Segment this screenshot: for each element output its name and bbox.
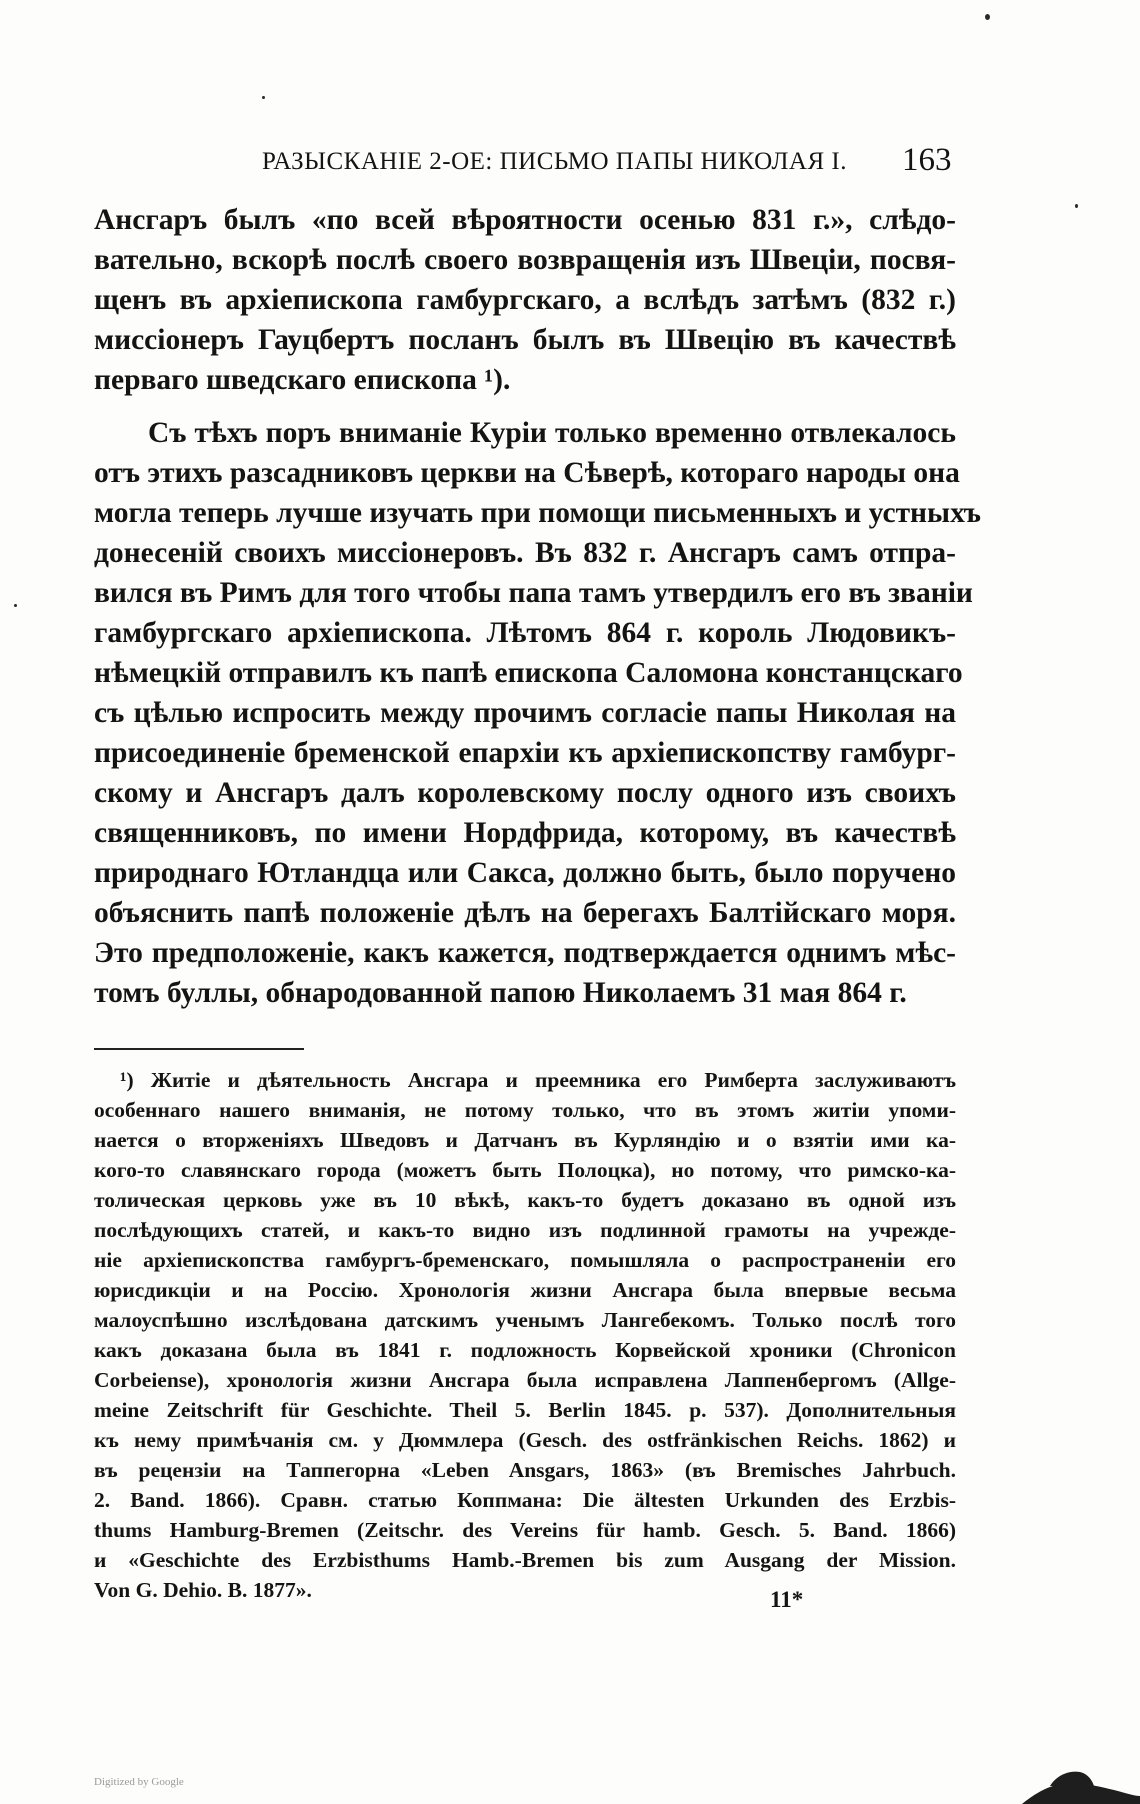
footnote-line: 2. Band. 1866). Сравн. статью Коппмана: Die ältesten Urkunden des Erzbis- (94, 1488, 956, 1512)
ink-blot (1022, 1756, 1140, 1804)
body-line: Съ тѣхъ поръ вниманіе Куріи только временно отвлекалось (148, 417, 956, 449)
footnote-line: въ рецензіи на Таппегорна «Leben Ansgars, 1863» (въ Bremisches Jahrbuch. (94, 1458, 956, 1482)
scan-speck (985, 14, 990, 20)
footnote-line: какъ доказана была въ 1841 г. подложность Корвейской хроники (Chronicon (94, 1338, 956, 1362)
body-line: объяснить папѣ положеніе дѣлъ на берегахъ Балтійскаго моря. (94, 897, 956, 929)
body-line: вательно, вскорѣ послѣ своего возвращенія изъ Швеціи, посвя- (94, 244, 956, 276)
footnote-rule (94, 1048, 304, 1050)
signature-mark: 11* (770, 1587, 804, 1612)
body-line: миссіонеръ Гауцбертъ посланъ былъ въ Швецію въ качествѣ (94, 324, 956, 356)
body-line: щенъ въ архіепископа гамбургскаго, а вслѣдъ затѣмъ (832 г.) (94, 284, 956, 316)
scan-speck (262, 96, 265, 99)
body-line: вился въ Римъ для того чтобы папа тамъ утвердилъ его въ званіи (94, 577, 973, 609)
scan-footer: Digitized by Google (94, 1776, 184, 1788)
body-line: могла теперь лучше изучать при помощи письменныхъ и устныхъ (94, 497, 981, 529)
footnote-line: meine Zeitschrift für Geschichte. Theil 5. Berlin 1845. p. 537). Дополнительныя (94, 1398, 956, 1422)
scan-speck (14, 604, 17, 607)
footnote-line: послѣдующихъ статей, и какъ-то видно изъ подлинной грамоты на учрежде- (94, 1218, 956, 1242)
body-line: природнаго Ютландца или Сакса, должно быть, было поручено (94, 857, 956, 889)
running-title: РАЗЫСКАНІЕ 2-ОЕ: ПИСЬМО ПАПЫ НИКОЛАЯ I. (262, 148, 847, 175)
footnote-line: ¹) Житіе и дѣятельность Ансгара и преемника его Римберта заслуживаютъ (120, 1068, 956, 1092)
footnote-line: особеннаго нашего вниманія, не потому только, что въ этомъ житіи упоми- (94, 1098, 956, 1122)
footnote-line: Von G. Dehio. B. 1877». (94, 1578, 312, 1602)
scan-speck (1075, 204, 1078, 208)
body-line: перваго шведскаго епископа ¹). (94, 364, 511, 396)
body-line: томъ буллы, обнародованной папою Николаемъ 31 мая 864 г. (94, 977, 907, 1009)
body-line: нѣмецкій отправилъ къ папѣ епископа Саломона констанцскаго (94, 657, 963, 689)
footnote-line: кого-то славянскаго города (можетъ быть Полоцка), но потому, что римско-ка- (94, 1158, 956, 1182)
footnote-line: и «Geschichte des Erzbisthums Hamb.-Bremen bis zum Ausgang der Mission. (94, 1548, 956, 1572)
footnote-line: малоуспѣшно изслѣдована датскимъ ученымъ Лангебекомъ. Только послѣ того (94, 1308, 956, 1332)
body-line: отъ этихъ разсадниковъ церкви на Сѣверѣ, котораго народы она (94, 457, 960, 489)
page-number: 163 (902, 142, 952, 178)
body-line: донесеній своихъ миссіонеровъ. Въ 832 г. Ансгаръ самъ отпра- (94, 537, 956, 569)
footnote-line: нается о вторженіяхъ Шведовъ и Датчанъ въ Курляндію и о взятіи ими ка- (94, 1128, 956, 1152)
footnote-line: ніе архіепископства гамбургъ-бременскаго, помышляла о распространеніи его (94, 1248, 956, 1272)
footnote-line: юрисдикціи и на Россію. Хронологія жизни Ансгара была впервые весьма (94, 1278, 956, 1302)
body-line: скому и Ансгаръ далъ королевскому послу одного изъ своихъ (94, 777, 956, 809)
footnote-line: Corbeiense), хронологія жизни Ансгара была исправлена Лаппенбергомъ (Allge- (94, 1368, 956, 1392)
body-line: съ цѣлью испросить между прочимъ согласіе папы Николая на (94, 697, 956, 729)
footnote-line: thums Hamburg-Bremen (Zeitschr. des Vereins für hamb. Gesch. 5. Band. 1866) (94, 1518, 956, 1542)
body-line: священниковъ, по имени Нордфрида, которому, въ качествѣ (94, 817, 956, 849)
body-line: Это предположеніе, какъ кажется, подтверждается однимъ мѣс- (94, 937, 956, 969)
body-line: присоединеніе бременской епархіи къ архіепископству гамбург- (94, 737, 956, 769)
body-line: Ансгаръ былъ «по всей вѣроятности осенью 831 г.», слѣдо- (94, 204, 956, 236)
footnote-line: къ нему примѣчанія см. у Дюммлера (Gesch. des ostfränkischen Reichs. 1862) и (94, 1428, 956, 1452)
body-line: гамбургскаго архіепископа. Лѣтомъ 864 г. король Людовикъ- (94, 617, 956, 649)
footnote-line: толическая церковь уже въ 10 вѣкѣ, какъ-то будетъ доказано въ одной изъ (94, 1188, 956, 1212)
